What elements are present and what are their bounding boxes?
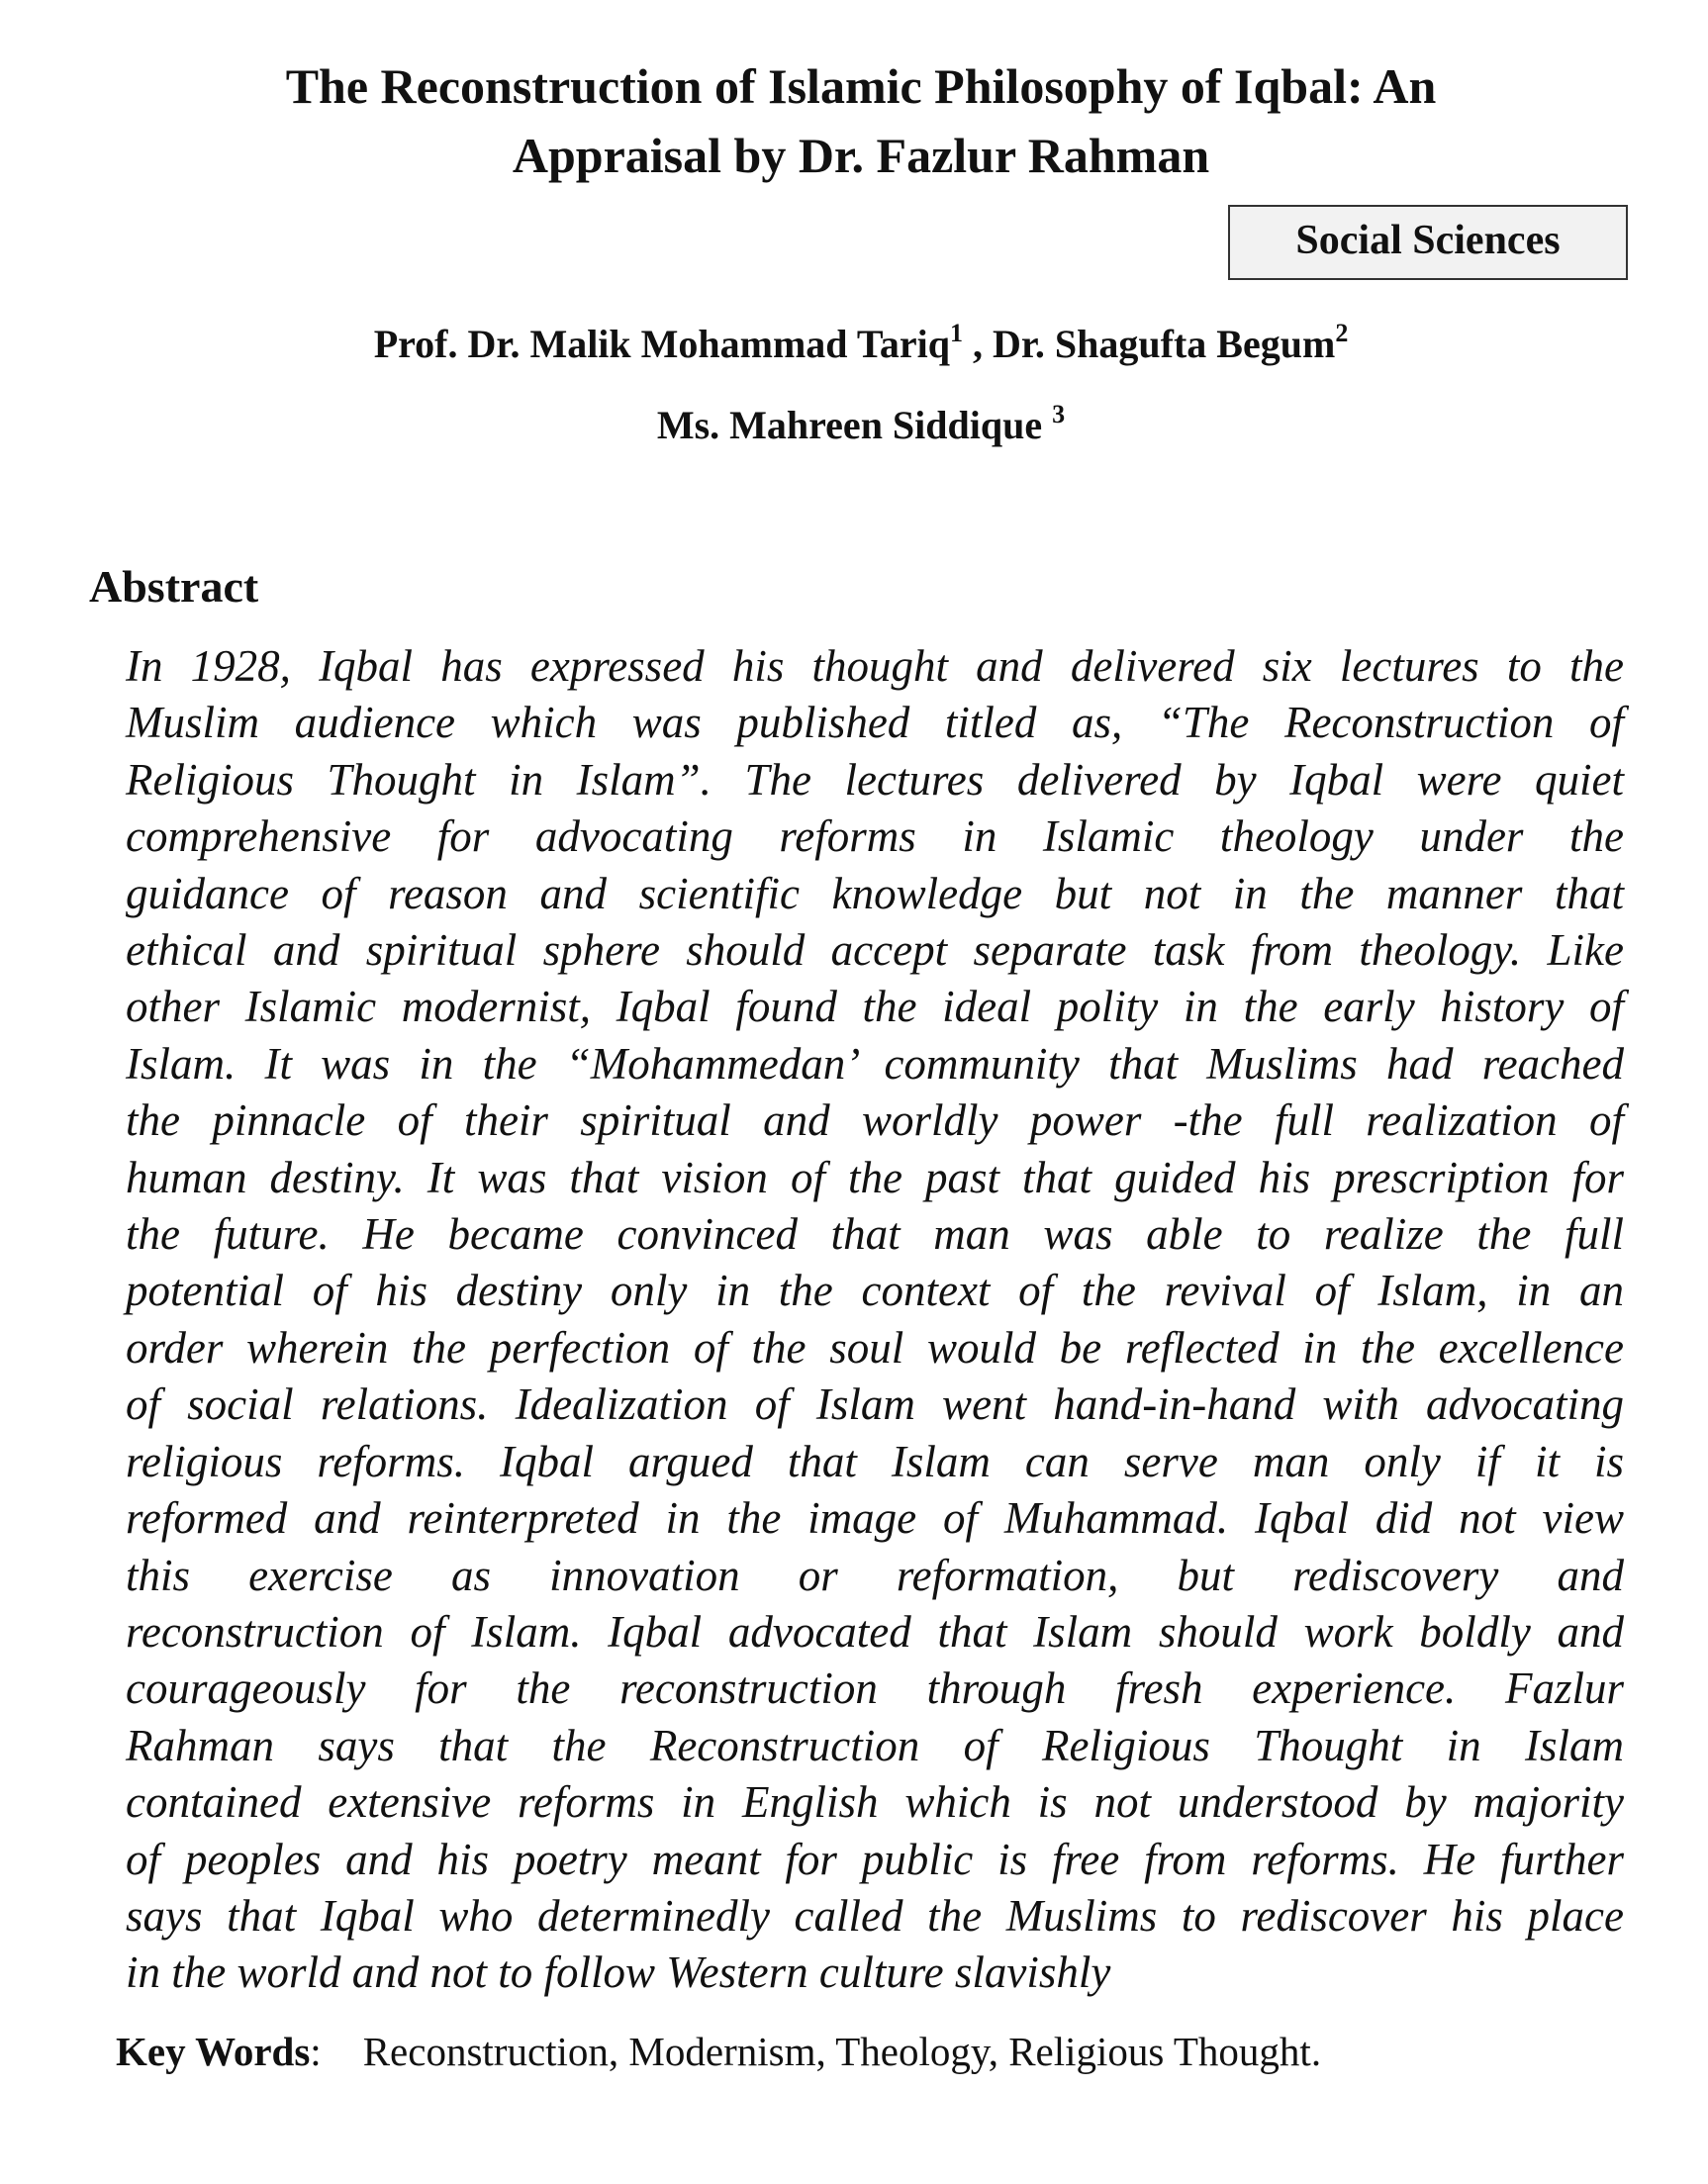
abstract-line: guidance of reason and scientific knowledge but not in the manner that — [126, 868, 1624, 918]
abstract-line: other Islamic modernist, Iqbal found the ideal polity in the early history of — [126, 982, 1624, 1032]
author-name: , Dr. Shagufta Begum — [962, 322, 1336, 366]
abstract-line: says that Iqbal who determinedly called the Muslims to rediscover his place — [126, 1890, 1624, 1941]
abstract-line: the pinnacle of their spiritual and worldly power -the full realization of — [126, 1095, 1624, 1146]
abstract-line: in the world and not to follow Western culture slavishly — [126, 1947, 1111, 1998]
abstract-heading: Abstract — [89, 561, 259, 612]
abstract-line: reconstruction of Islam. Iqbal advocated that Islam should work boldly and — [126, 1606, 1624, 1657]
author-affiliation-mark: 2 — [1335, 319, 1349, 347]
abstract-line: potential of his destiny only in the context of the revival of Islam, in an — [126, 1266, 1624, 1316]
author-affiliation-mark: 1 — [949, 319, 963, 347]
abstract-line: Muslim audience which was published titled as, “The Reconstruction of — [126, 698, 1624, 748]
paper-title — [119, 51, 1603, 190]
abstract-line: ethical and spiritual sphere should accept separate task from theology. Like — [126, 925, 1624, 976]
abstract-body — [126, 638, 1624, 2002]
authors-line-1 — [119, 315, 1603, 374]
abstract-line: In 1928, Iqbal has expressed his thought and delivered six lectures to the — [126, 641, 1624, 691]
section-label-box — [1228, 205, 1628, 280]
abstract-line: order wherein the perfection of the soul would be reflected in the excellence — [126, 1322, 1624, 1373]
paper-title-line-2: Appraisal by Dr. Fazlur Rahman — [512, 128, 1210, 183]
paper-title-line-1: The Reconstruction of Islamic Philosophy of Iqbal: An — [285, 58, 1437, 114]
keywords-values: Reconstruction, Modernism, Theology, Religious Thought. — [362, 2029, 1322, 2074]
abstract-line: of social relations. Idealization of Islam went hand-in-hand with advocating — [126, 1379, 1624, 1430]
authors-line-2 — [119, 396, 1603, 455]
keywords-separator: : — [310, 2029, 322, 2074]
abstract-line: comprehensive for advocating reforms in Islamic theology under the — [126, 811, 1624, 862]
abstract-line: Religious Thought in Islam”. The lectures delivered by Iqbal were quiet — [126, 754, 1624, 805]
abstract-line: religious reforms. Iqbal argued that Islam can serve man only if it is — [126, 1436, 1624, 1486]
keywords-label: Key Words — [116, 2029, 311, 2074]
section-label: Social Sciences — [1295, 218, 1561, 263]
abstract-line: the future. He became convinced that man was able to realize the full — [126, 1209, 1624, 1260]
abstract-line: Islam. It was in the “Mohammedan’ community that Muslims had reached — [126, 1038, 1624, 1089]
abstract-line: this exercise as innovation or reformation, but rediscovery and — [126, 1550, 1624, 1600]
keywords-line — [116, 2022, 1321, 2081]
abstract-line: Rahman says that the Reconstruction of Religious Thought in Islam — [126, 1720, 1624, 1770]
abstract-line: contained extensive reforms in English which is not understood by majority — [126, 1777, 1624, 1828]
author-affiliation-mark: 3 — [1052, 400, 1066, 428]
abstract-line: human destiny. It was that vision of the past that guided his prescription for — [126, 1152, 1624, 1202]
abstract-line: of peoples and his poetry meant for public is free from reforms. He further — [126, 1834, 1624, 1884]
author-name: Ms. Mahreen Siddique — [656, 403, 1053, 447]
abstract-line: reformed and reinterpreted in the image of Muhammad. Iqbal did not view — [126, 1493, 1624, 1544]
author-name: Prof. Dr. Malik Mohammad Tariq — [373, 322, 950, 366]
abstract-line: courageously for the reconstruction through fresh experience. Fazlur — [126, 1663, 1624, 1714]
